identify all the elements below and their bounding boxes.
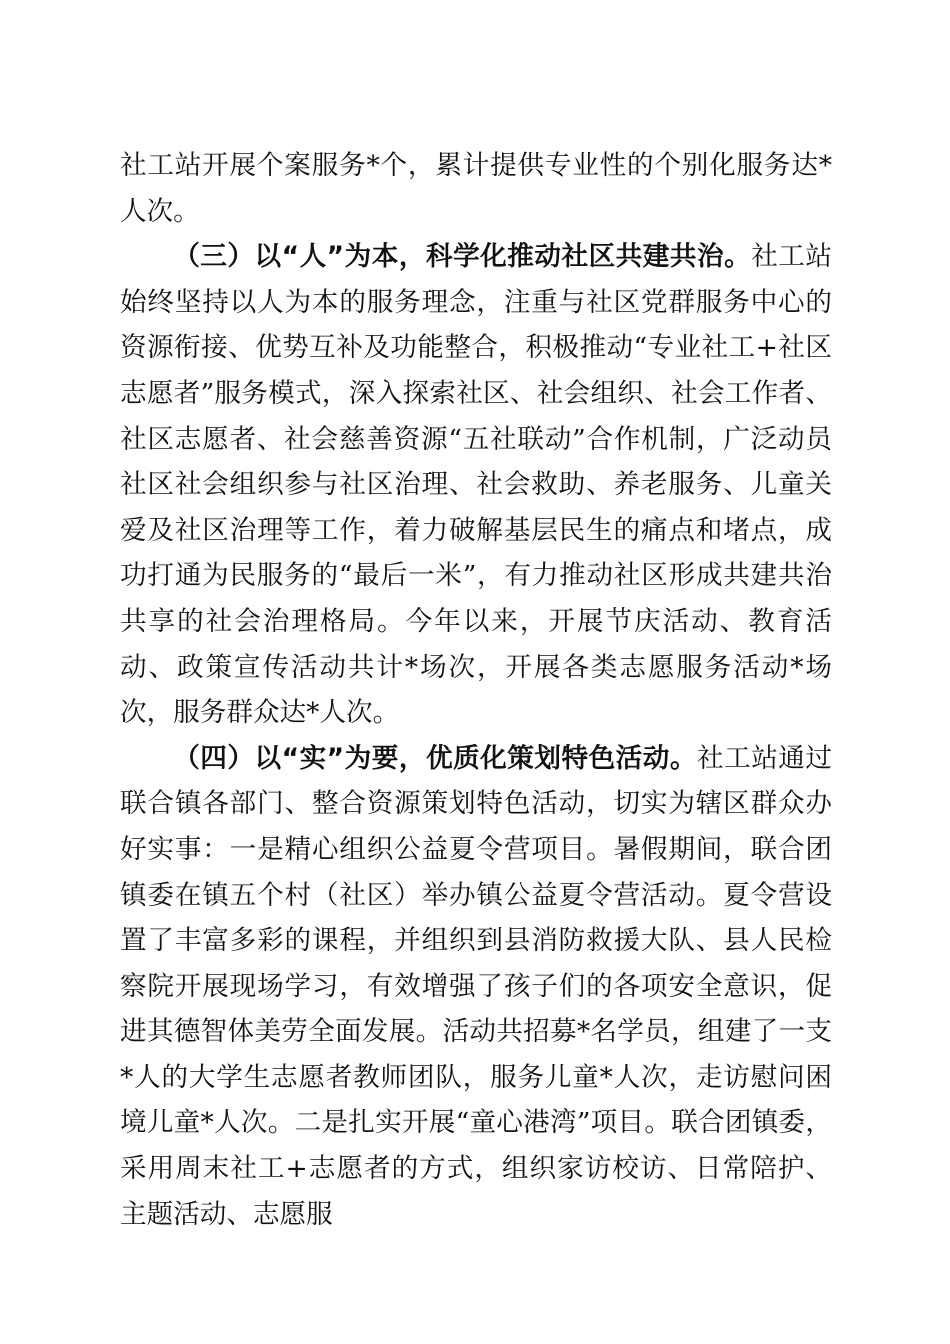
- section-heading: （四）以“实”为要，优质化策划特色活动。: [173, 742, 697, 774]
- paragraph-continuation: [120, 143, 832, 234]
- paragraph-section-4: [120, 736, 832, 1238]
- paragraph-body: 社工站开展个案服务*个，累计提供专业性的个别化服务达*人次。: [120, 150, 832, 227]
- paragraph-body: 社工站通过联合镇各部门、整合资源策划特色活动，切实为辖区群众办好实事：一是精心组织公益夏令营项目。暑假期间，联合团镇委在镇五个村（社区）举办镇公益夏令营活动。夏令营设置了丰富多彩的课程，并组织到县消防救援大队、县人民检察院开展现场学习，有效增强了孩子们的各项安全意识，促进其德智体美劳全面发展。活动共招募*名学员，组建了一支*人的大学生志愿者教师团队，服务儿童*人次，走访慰问困境儿童*人次。二是扎实开展“童心港湾”项目。联合团镇委，采用周末社工+志愿者的方式，组织家访校访、日常陪护、主题活动、志愿服: [120, 742, 832, 1230]
- paragraph-body: 社工站始终坚持以人为本的服务理念，注重与社区党群服务中心的资源衔接、优势互补及功能整合，积极推动“专业社工+社区志愿者”服务模式，深入探索社区、社会组织、社会工作者、社区志愿者、社会慈善资源“五社联动”合作机制，广泛动员社区社会组织参与社区治理、社会救助、养老服务、儿童关爱及社区治理等工作，着力破解基层民生的痛点和堵点，成功打通为民服务的“最后一米”，有力推动社区形成共建共治共享的社会治理格局。今年以来，开展节庆活动、教育活动、政策宣传活动共计*场次，开展各类志愿服务活动*场次，服务群众达*人次。: [120, 241, 832, 729]
- paragraph-section-3: [120, 234, 832, 736]
- section-heading: （三）以“人”为本，科学化推动社区共建共治。: [173, 241, 752, 273]
- document-page: [120, 143, 832, 1237]
